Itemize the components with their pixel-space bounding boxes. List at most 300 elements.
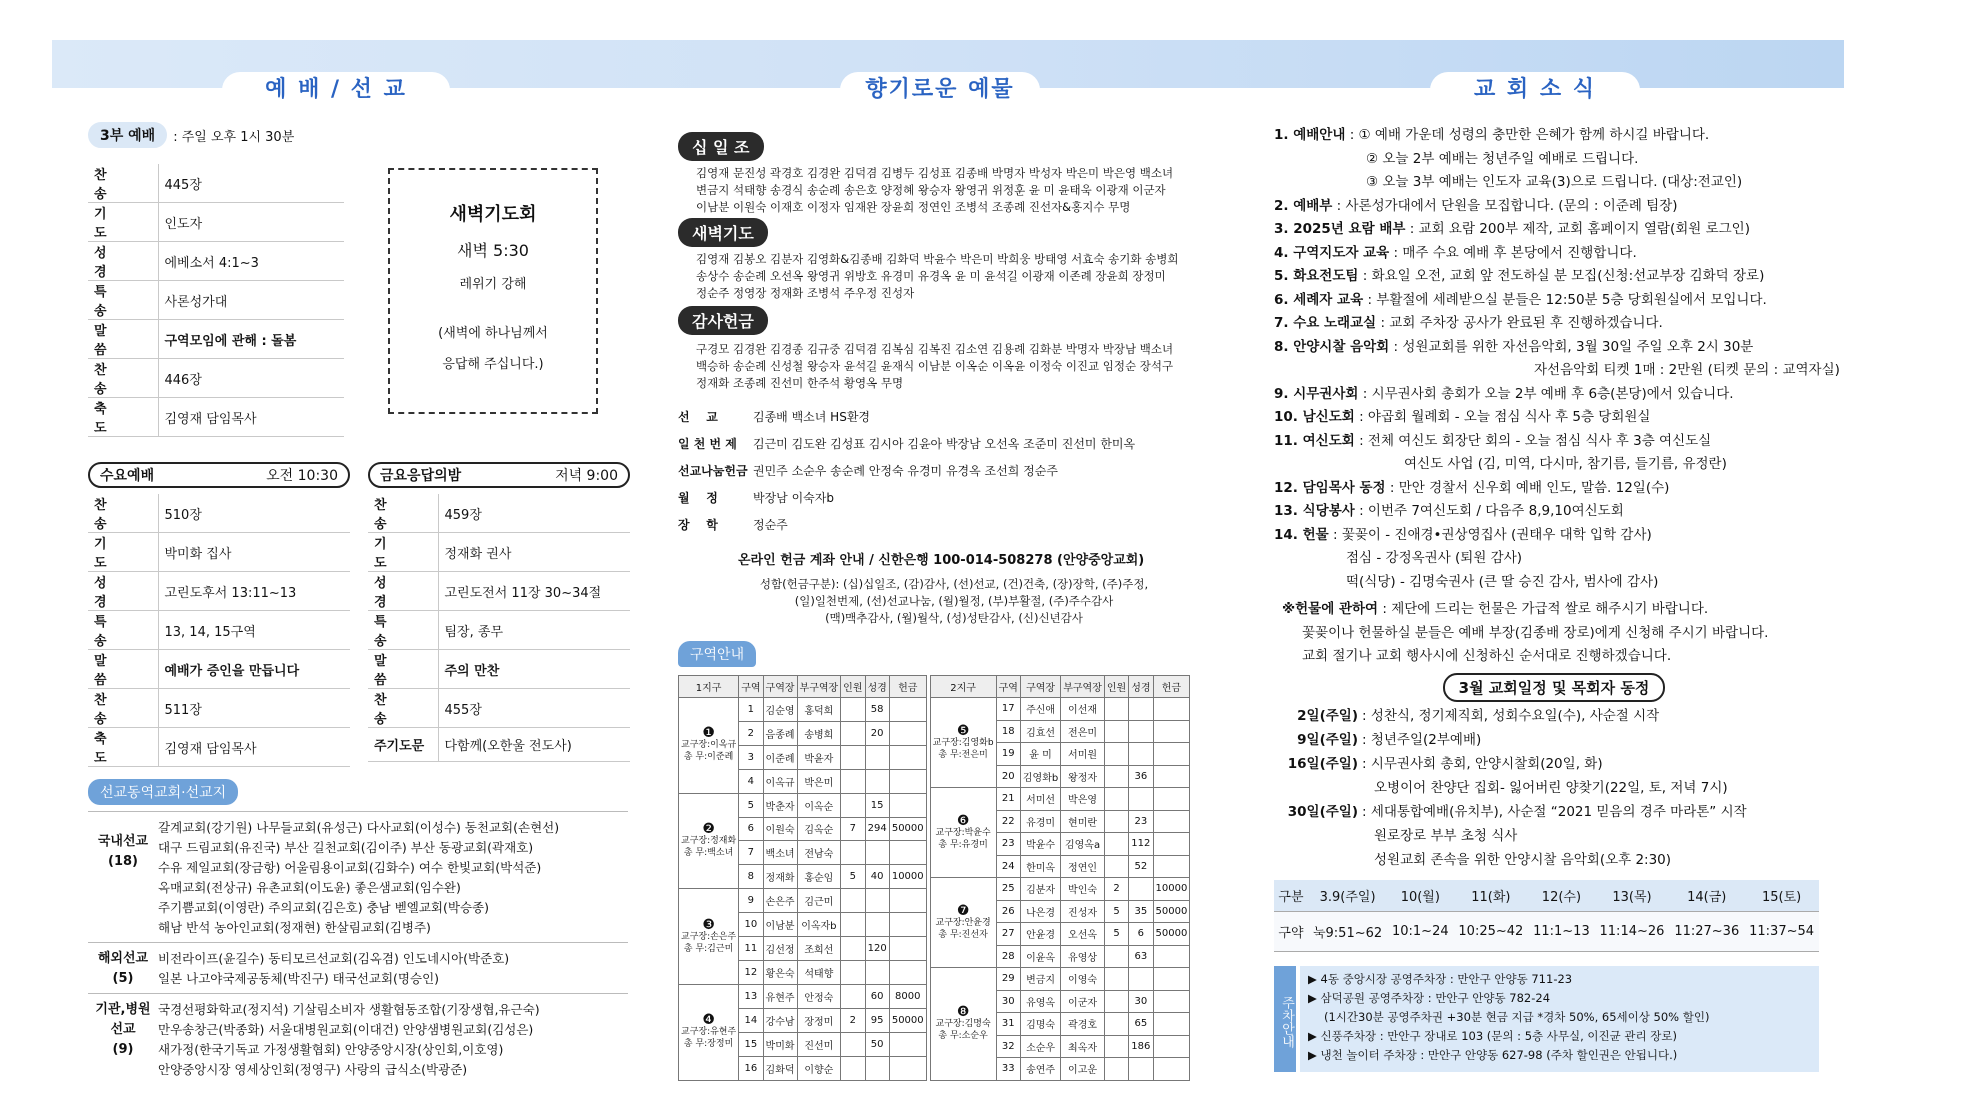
- district-row: [679, 984, 927, 1008]
- district-cell: [865, 769, 889, 793]
- reading-day: 15(토): [1744, 880, 1819, 912]
- district-cell: 112: [1129, 833, 1153, 856]
- name-line: 김영재 김봉오 김분자 김영화&김종배 김화덕 박윤수 박은미 박희웅 방태영 서효숙 송기화 송병희: [696, 252, 1179, 266]
- district-cell: 20: [865, 721, 889, 745]
- district-cell: [1104, 990, 1128, 1013]
- order-key: 성 경: [368, 572, 438, 611]
- news-value: 떡(식당) - 김명숙권사 (큰 딸 승진 감사, 범사에 감사): [1346, 573, 1659, 590]
- district-cell: 5: [739, 793, 763, 817]
- district-leader: 교구장:김명숙: [935, 1018, 991, 1029]
- gift-notice: ※헌물에 관하여 : 제단에 드리는 헌물은 가급적 쌀로 해주시기 바랍니다. 꽃꽂이나 헌물하실 분들은 예배 부장(김종배 장로)에게 신청해 주시기 바랍니다. 교회 절기나 교회 행사시에 신청하신 순서대로 진행하겠습니다.: [1282, 601, 1769, 664]
- news-item: [1274, 430, 1834, 454]
- district-row: [679, 889, 927, 913]
- order-key: 말 씀: [88, 320, 158, 359]
- district-cell: 95: [865, 1008, 889, 1032]
- reading-passage: 11:1~13: [1528, 912, 1594, 952]
- district-cell: 전은미: [1061, 720, 1105, 743]
- district-cell: 50000: [1153, 900, 1190, 923]
- name-line: 이남분 이원숙 이재호 이정자 임재완 장윤희 정연인 조병석 조종례 진선자&홍지수 무명: [696, 200, 1131, 214]
- district-secretary: 총 무:전은미: [938, 749, 988, 760]
- district-cell: 이고운: [1061, 1058, 1105, 1081]
- order-value: 주의 만찬: [438, 650, 630, 689]
- district-cell: 14: [739, 1008, 763, 1032]
- order-key: 축 도: [88, 728, 158, 767]
- district-table-1: [678, 675, 927, 1081]
- schedule-item: [1274, 800, 1834, 824]
- district-cell: [889, 721, 926, 745]
- district-cell: 오선옥: [1061, 923, 1105, 946]
- district-cell: 윤 미: [1020, 743, 1060, 766]
- dawn-leader: 레위기 강해: [459, 277, 527, 292]
- schedule-list: [1274, 704, 1834, 872]
- district-cell: 120: [865, 937, 889, 961]
- district-cell: [841, 721, 865, 745]
- order-row: [88, 611, 350, 650]
- news-key: 2. 예배부: [1274, 197, 1333, 214]
- district-row: [930, 878, 1190, 901]
- news-value: 여신도 사업 (김, 미역, 다시마, 참기름, 들기름, 유정란): [1404, 456, 1727, 472]
- dawn-time: 새벽 5:30: [457, 241, 529, 260]
- news-item: [1274, 359, 1840, 383]
- news-key: 4. 구역지도자 교육: [1274, 244, 1390, 261]
- district-cell: [1153, 720, 1190, 743]
- schedule-date: [1274, 824, 1362, 848]
- district-cell: [865, 889, 889, 913]
- district-cell: [1153, 945, 1190, 968]
- district-cell: [841, 1056, 865, 1080]
- district-cell: [865, 913, 889, 937]
- district-cell: 진성자: [1061, 900, 1105, 923]
- news-value: ② 오늘 2부 예배는 청년주일 예배로 드립니다.: [1366, 150, 1639, 167]
- district-cell: 김근미: [797, 889, 841, 913]
- district-cell: 10000: [1153, 878, 1190, 901]
- news-column: [1274, 112, 1840, 1072]
- district-secretary: 총 무:유경미: [938, 839, 988, 850]
- district-cell: [1104, 833, 1128, 856]
- district-cell: 50000: [889, 817, 926, 841]
- offer-value: 정순주: [753, 518, 788, 532]
- offer-row: [678, 458, 1230, 485]
- schedule-date: 30일(주일): [1287, 803, 1358, 820]
- district-cell: 15: [865, 793, 889, 817]
- district-cell: 7: [739, 841, 763, 865]
- district-cell: [1104, 855, 1128, 878]
- district-header: 부구역장: [797, 676, 841, 698]
- order-value: 사론성가대: [158, 281, 344, 320]
- order-value: 455장: [438, 689, 630, 728]
- district-cell: 이영숙: [1061, 968, 1105, 991]
- district-cell: 이옥순: [797, 793, 841, 817]
- district-cell: 손은주: [763, 889, 797, 913]
- district-cell: [841, 1032, 865, 1056]
- district-cell: [1153, 1058, 1190, 1081]
- district-cell: 8000: [889, 984, 926, 1008]
- district-cell: [1104, 1035, 1128, 1058]
- district-header: 구역: [739, 676, 763, 698]
- district-leader: 교구장:김영화b: [932, 737, 994, 748]
- worship-column: [88, 112, 628, 1077]
- news-item: [1274, 171, 1834, 195]
- news-value: : 화요일 오전, 교회 앞 전도하실 분 모집(신청:선교부장 김화덕 장로): [1362, 268, 1765, 284]
- parking-box: [1274, 966, 1819, 1072]
- order-row: [88, 359, 344, 398]
- section-title-news: 교 회 소 식: [1430, 72, 1640, 106]
- district-cell: [865, 745, 889, 769]
- news-value: : 야곱회 월례회 - 오늘 점심 식사 후 5층 당회원실: [1359, 409, 1651, 425]
- order-key: 찬 송: [88, 494, 158, 533]
- news-key: 11. 여신도회: [1274, 432, 1355, 449]
- tithe-label: 십 일 조: [678, 132, 764, 161]
- order-row: [368, 650, 630, 689]
- name-line: 성함(헌금구분): (십)십일조, (감)감사, (선)선교, (건)건축, (장)장학, (주)주정,: [759, 577, 1149, 591]
- district-cell: 김명숙: [1020, 1013, 1060, 1036]
- dawn-offer-names: [696, 251, 1230, 302]
- district-cell: [889, 960, 926, 984]
- order-row: [88, 320, 344, 359]
- news-item: [1274, 524, 1834, 548]
- district-cell: 이옥자b: [797, 913, 841, 937]
- district-cell: 김화덕: [763, 1056, 797, 1080]
- district-cell: [1153, 1013, 1190, 1036]
- mission-line: 비전라이프(윤길수) 동티모르선교회(김옥겸) 인도네시아(박준호): [158, 951, 510, 966]
- schedule-text: 오병이어 찬양단 집회- 잃어버린 양찾기(22일, 토, 저녁 7시): [1374, 779, 1728, 796]
- schedule-text: : 시무권사회 총회, 안양시찰회(20일, 화): [1362, 755, 1603, 772]
- news-key: 14. 헌물: [1274, 526, 1329, 543]
- district-cell: 2: [1104, 878, 1128, 901]
- reading-day: 12(수): [1528, 880, 1594, 912]
- service3-order: [88, 164, 344, 437]
- order-key: 특 송: [368, 611, 438, 650]
- order-row: [88, 242, 344, 281]
- district-cell: 5: [841, 865, 865, 889]
- mission-list: [88, 811, 628, 1084]
- mission-line: 해남 반석 농아인교회(정재현) 한살림교회(김병주): [158, 920, 431, 935]
- account-info: 온라인 헌금 계좌 안내 / 신한은행 100-014-508278 (안양중앙교회): [738, 553, 1145, 568]
- district-cell: [889, 937, 926, 961]
- news-item: [1274, 218, 1834, 242]
- order-key: 기 도: [368, 533, 438, 572]
- district-cell: 석태향: [797, 960, 841, 984]
- order-key: 특 송: [88, 281, 158, 320]
- offer-key: 선 교: [678, 410, 718, 424]
- district-cell: 60: [865, 984, 889, 1008]
- district-cell: 안정숙: [797, 984, 841, 1008]
- parking-item: ▶ 4동 중앙시장 공영주차장 : 만안구 안양동 711-23: [1308, 972, 1573, 986]
- district-cell: 진선미: [797, 1032, 841, 1056]
- news-key: 7. 수요 노래교실: [1274, 315, 1377, 331]
- order-value: 13, 14, 15구역: [158, 611, 350, 650]
- order-value: 인도자: [158, 203, 344, 242]
- order-value: 510장: [158, 494, 350, 533]
- district-header: 구역장: [763, 676, 797, 698]
- schedule-label: 3월 교회일정 및 목회자 동정: [1443, 673, 1666, 702]
- dawn-title: 새벽기도회: [449, 204, 537, 225]
- order-key: 축 도: [88, 398, 158, 437]
- mission-line: 안양중앙시장 영세상인회(정영구) 사랑의 급식소(박광준): [158, 1062, 468, 1077]
- district-cell: 송연주: [1020, 1058, 1060, 1081]
- news-key: 3. 2025년 요람 배부: [1274, 221, 1406, 237]
- mission-line: 새가정(한국기독교 가정생활협회) 안양중앙시장(상인회,이호영): [158, 1042, 504, 1057]
- reading-day: 3.9(주일): [1308, 880, 1387, 912]
- district-cell: 나은경: [1020, 900, 1060, 923]
- order-value: 459장: [438, 494, 630, 533]
- offer-value: 김종배 백소녀 HS환경: [753, 410, 871, 424]
- district-cell: 홍덕희: [797, 698, 841, 722]
- district-secretary: 총 무:진선자: [938, 929, 988, 940]
- tithe-names: [696, 165, 1230, 216]
- order-key: 찬 송: [368, 689, 438, 728]
- district-header: 헌금: [889, 676, 926, 698]
- district-cell: 23: [996, 833, 1020, 856]
- mission-group-name: 해외선교: [97, 951, 149, 966]
- parking-item: ▶ 냉천 놀이터 주차장 : 만안구 안양동 627-98 (주차 할인권은 안됩니다.): [1308, 1048, 1678, 1062]
- district-header: 헌금: [1153, 676, 1190, 698]
- district-cell: 5: [1104, 900, 1128, 923]
- order-row: [88, 650, 350, 689]
- news-value: 자선음악회 티켓 1매 : 2만원 (티켓 문의 : 교역자실): [1534, 362, 1840, 378]
- district-cell: [889, 698, 926, 722]
- mission-group-name: 기관,병원: [95, 1002, 151, 1017]
- section-title-worship: 예 배 / 선 교: [222, 72, 450, 106]
- schedule-date: 2일(주일): [1297, 707, 1358, 724]
- district-cell: [1129, 743, 1153, 766]
- order-row: [88, 728, 350, 767]
- offer-row: [678, 404, 1230, 431]
- district-cell: 소순우: [1020, 1035, 1060, 1058]
- district-leader: 교구장:이옥규: [681, 740, 737, 751]
- parking-list: [1300, 966, 1819, 1072]
- order-row: [368, 689, 630, 728]
- district-cell: [889, 745, 926, 769]
- news-key: 6. 세례자 교육: [1274, 291, 1364, 308]
- mission-group: [88, 942, 628, 993]
- news-key: 12. 담임목사 동정: [1274, 479, 1386, 496]
- district-secretary: 총 무:장정미: [683, 1039, 734, 1050]
- mission-line: 수유 제일교회(장금항) 어울림용이교회(김화수) 여수 한빛교회(박석준): [158, 860, 542, 875]
- district-cell: 36: [1129, 765, 1153, 788]
- district-cell: [1153, 788, 1190, 811]
- district-cell: 2: [739, 721, 763, 745]
- district-cell: [841, 984, 865, 1008]
- bible-reading-table: [1274, 880, 1819, 953]
- order-value: 김영재 담임목사: [158, 398, 344, 437]
- mission-line: 대구 드림교회(유진국) 부산 길천교회(김이주) 부산 동광교회(곽재호): [158, 840, 534, 855]
- mission-line: 갈계교회(강기원) 나무들교회(유성근) 다사교회(이성수) 동천교회(손현선): [158, 820, 560, 835]
- district-cell: [1104, 788, 1128, 811]
- order-value: 511장: [158, 689, 350, 728]
- service3-label: 3부 예배: [88, 122, 167, 148]
- district-cell: [841, 937, 865, 961]
- district-cell: 35: [1129, 900, 1153, 923]
- order-value: 고린도후서 13:11~13: [158, 572, 350, 611]
- order-key: 성 경: [88, 572, 158, 611]
- district-cell: [841, 745, 865, 769]
- district-cell: [889, 1056, 926, 1080]
- name-line: 정재화 조종례 진선미 한주석 황영옥 무명: [696, 376, 904, 390]
- district-cell: [1129, 720, 1153, 743]
- district-cell: [1153, 990, 1190, 1013]
- schedule-item: [1274, 776, 1834, 800]
- district-cell: 5: [1104, 923, 1128, 946]
- news-value: : ① 예배 가운데 성령의 충만한 은혜가 함께 하시길 바랍니다.: [1349, 127, 1710, 143]
- district-header: 구역: [996, 676, 1020, 698]
- district-cell: 왕정자: [1061, 765, 1105, 788]
- order-key: 말 씀: [368, 650, 438, 689]
- news-item: [1274, 477, 1834, 501]
- mission-group-count: (9): [112, 1042, 134, 1057]
- news-key: 10. 남신도회: [1274, 409, 1355, 425]
- district-row: [930, 788, 1190, 811]
- district-cell: 이선재: [1061, 698, 1105, 721]
- news-item: [1274, 336, 1834, 360]
- district-cell: 박윤수: [1020, 833, 1060, 856]
- district-cell: [1104, 765, 1128, 788]
- district-cell: 32: [996, 1035, 1020, 1058]
- news-value: : 꽃꽂이 - 진애경•권상영집사 (권태우 대학 입학 감사): [1333, 526, 1652, 543]
- district-cell: [1104, 968, 1128, 991]
- mission-label: 선교동역교회·선교지: [88, 779, 238, 805]
- name-line: 정순주 정영장 정재화 조병석 주우정 진성자: [696, 286, 915, 300]
- district-cell: [889, 913, 926, 937]
- district-row: [930, 968, 1190, 991]
- order-key: 기 도: [88, 533, 158, 572]
- news-value: : 매주 수요 예배 후 본당에서 진행합니다.: [1393, 244, 1637, 261]
- news-value: : 교회 주차장 공사가 완료된 후 진행하겠습니다.: [1380, 315, 1663, 331]
- name-line: 구경모 김경완 김경종 김규중 김덕겸 김복심 김복진 김소연 김용례 김화분 박명자 박장남 백소녀: [696, 342, 1174, 356]
- district-cell: 백소녀: [763, 841, 797, 865]
- district-number: ❹: [702, 1012, 715, 1029]
- district-table-2: [930, 675, 1191, 1081]
- district-cell: 이향순: [797, 1056, 841, 1080]
- district-cell: [841, 841, 865, 865]
- district-cell: [1153, 743, 1190, 766]
- order-row: [368, 611, 630, 650]
- schedule-item: [1274, 728, 1834, 752]
- district-cell: [1104, 1058, 1128, 1081]
- schedule-item: [1274, 848, 1834, 872]
- district-cell: 17: [996, 698, 1020, 721]
- dawn-offer-label: 새벽기도: [678, 218, 768, 247]
- reading-passage: 11:37~54: [1744, 912, 1819, 952]
- name-line: (일)일천번제, (선)선교나눔, (월)월정, (부)부활절, (주)주수감사: [794, 594, 1114, 608]
- offer-codes: [678, 576, 1230, 627]
- order-value: 445장: [158, 164, 344, 203]
- district-secretary: 총 무:김근미: [683, 943, 734, 954]
- district-cell: [889, 793, 926, 817]
- district-cell: 조희선: [797, 937, 841, 961]
- district-cell: 강수남: [763, 1008, 797, 1032]
- district-header: 1지구: [679, 676, 739, 698]
- order-value: 김영재 담임목사: [158, 728, 350, 767]
- district-cell: 30: [1129, 990, 1153, 1013]
- name-line: 백승하 송순례 신성철 왕승자 윤석길 윤재식 이남분 이옥순 이옥윤 이정숙 이진교 임정순 장석구: [696, 359, 1174, 373]
- district-cell: 19: [996, 743, 1020, 766]
- name-line: 변금지 석태향 송경식 송순례 송은호 양정혜 왕승자 왕영귀 위정훈 윤 미 윤태욱 이광재 이군자: [696, 183, 1166, 197]
- district-cell: 한미옥: [1020, 855, 1060, 878]
- district-cell: 유현주: [763, 984, 797, 1008]
- district-cell: 김선정: [763, 937, 797, 961]
- order-value: 고린도전서 11장 30~34절: [438, 572, 630, 611]
- wed-label: 수요예배 오전 10:30: [88, 462, 350, 488]
- order-value: 정재화 권사: [438, 533, 630, 572]
- order-row: [88, 533, 350, 572]
- parking-item: (1시간30분 공영주차권 +30분 현금 지급 *경차 50%, 65세이상 50% 할인): [1324, 1010, 1710, 1024]
- district-cell: 이남분: [763, 913, 797, 937]
- reading-passage: 구약: [1274, 912, 1308, 952]
- district-cell: 안윤경: [1020, 923, 1060, 946]
- order-key: 찬 송: [88, 164, 158, 203]
- reading-day: 14(금): [1669, 880, 1744, 912]
- district-cell: [841, 889, 865, 913]
- schedule-date: [1274, 776, 1362, 800]
- district-cell: [1129, 1058, 1153, 1081]
- news-item: [1274, 383, 1834, 407]
- district-header: 인원: [841, 676, 865, 698]
- offering-column: [678, 112, 1230, 1081]
- district-cell: 28: [996, 945, 1020, 968]
- section-title-offering: 향기로운 예물: [840, 72, 1040, 106]
- district-row: [930, 698, 1190, 721]
- offer-key: 월 정: [678, 491, 718, 505]
- mission-group-name2: 선교: [110, 1022, 136, 1037]
- order-value: 구역모임에 관해 : 돌봄: [158, 320, 344, 359]
- reading-day: 11(화): [1453, 880, 1528, 912]
- district-number: ❺: [956, 722, 970, 739]
- district-cell: 박인숙: [1061, 878, 1105, 901]
- news-key: 8. 안양시찰 음악회: [1274, 338, 1390, 355]
- offer-value: 박장남 이숙자b: [753, 491, 834, 505]
- reading-day: 10(월): [1387, 880, 1453, 912]
- order-value: 박미화 집사: [158, 533, 350, 572]
- district-cell: 12: [739, 960, 763, 984]
- district-number: ❻: [956, 812, 970, 829]
- schedule-text: : 성찬식, 정기제직회, 성회수요일(수), 사순절 시작: [1362, 707, 1660, 724]
- district-cell: 박미화: [763, 1032, 797, 1056]
- district-row: [679, 793, 927, 817]
- district-cell: [1153, 1035, 1190, 1058]
- news-value: : 사론성가대에서 단원을 모집합니다. (문의 : 이준례 팀장): [1336, 197, 1678, 214]
- district-secretary: 총 무:백소녀: [683, 847, 734, 858]
- district-cell: 서미선: [1020, 788, 1060, 811]
- dawn-note2: 응답해 주십니다.): [442, 357, 544, 372]
- district-cell: 음종례: [763, 721, 797, 745]
- fri-order: [368, 494, 630, 762]
- parking-item: ▶ 삼덕공원 공영주차장 : 만안구 안양동 782-24: [1308, 991, 1551, 1005]
- district-cell: 이옥규: [763, 769, 797, 793]
- news-item: [1274, 124, 1834, 148]
- district-cell: 유영옥: [1020, 990, 1060, 1013]
- dawn-note1: (새벽에 하나님께서: [438, 326, 548, 341]
- reading-day: 구분: [1274, 880, 1308, 912]
- order-row: [88, 281, 344, 320]
- district-cell: 6: [739, 817, 763, 841]
- district-cell: 52: [1129, 855, 1153, 878]
- district-cell: 18: [996, 720, 1020, 743]
- district-cell: [841, 793, 865, 817]
- district-cell: 27: [996, 923, 1020, 946]
- news-item: [1274, 547, 1834, 571]
- district-leader: 교구장:유현주: [681, 1027, 737, 1038]
- district-cell: 이군자: [1061, 990, 1105, 1013]
- district-cell: 현미란: [1061, 810, 1105, 833]
- schedule-text: 성원교회 존속을 위한 안양시찰 음악회(오후 2:30): [1374, 851, 1672, 868]
- order-key: 말 씀: [88, 650, 158, 689]
- news-item: [1274, 289, 1834, 313]
- district-cell: [841, 913, 865, 937]
- district-cell: 곽경호: [1061, 1013, 1105, 1036]
- district-number: ❼: [956, 902, 970, 919]
- news-item: [1274, 406, 1834, 430]
